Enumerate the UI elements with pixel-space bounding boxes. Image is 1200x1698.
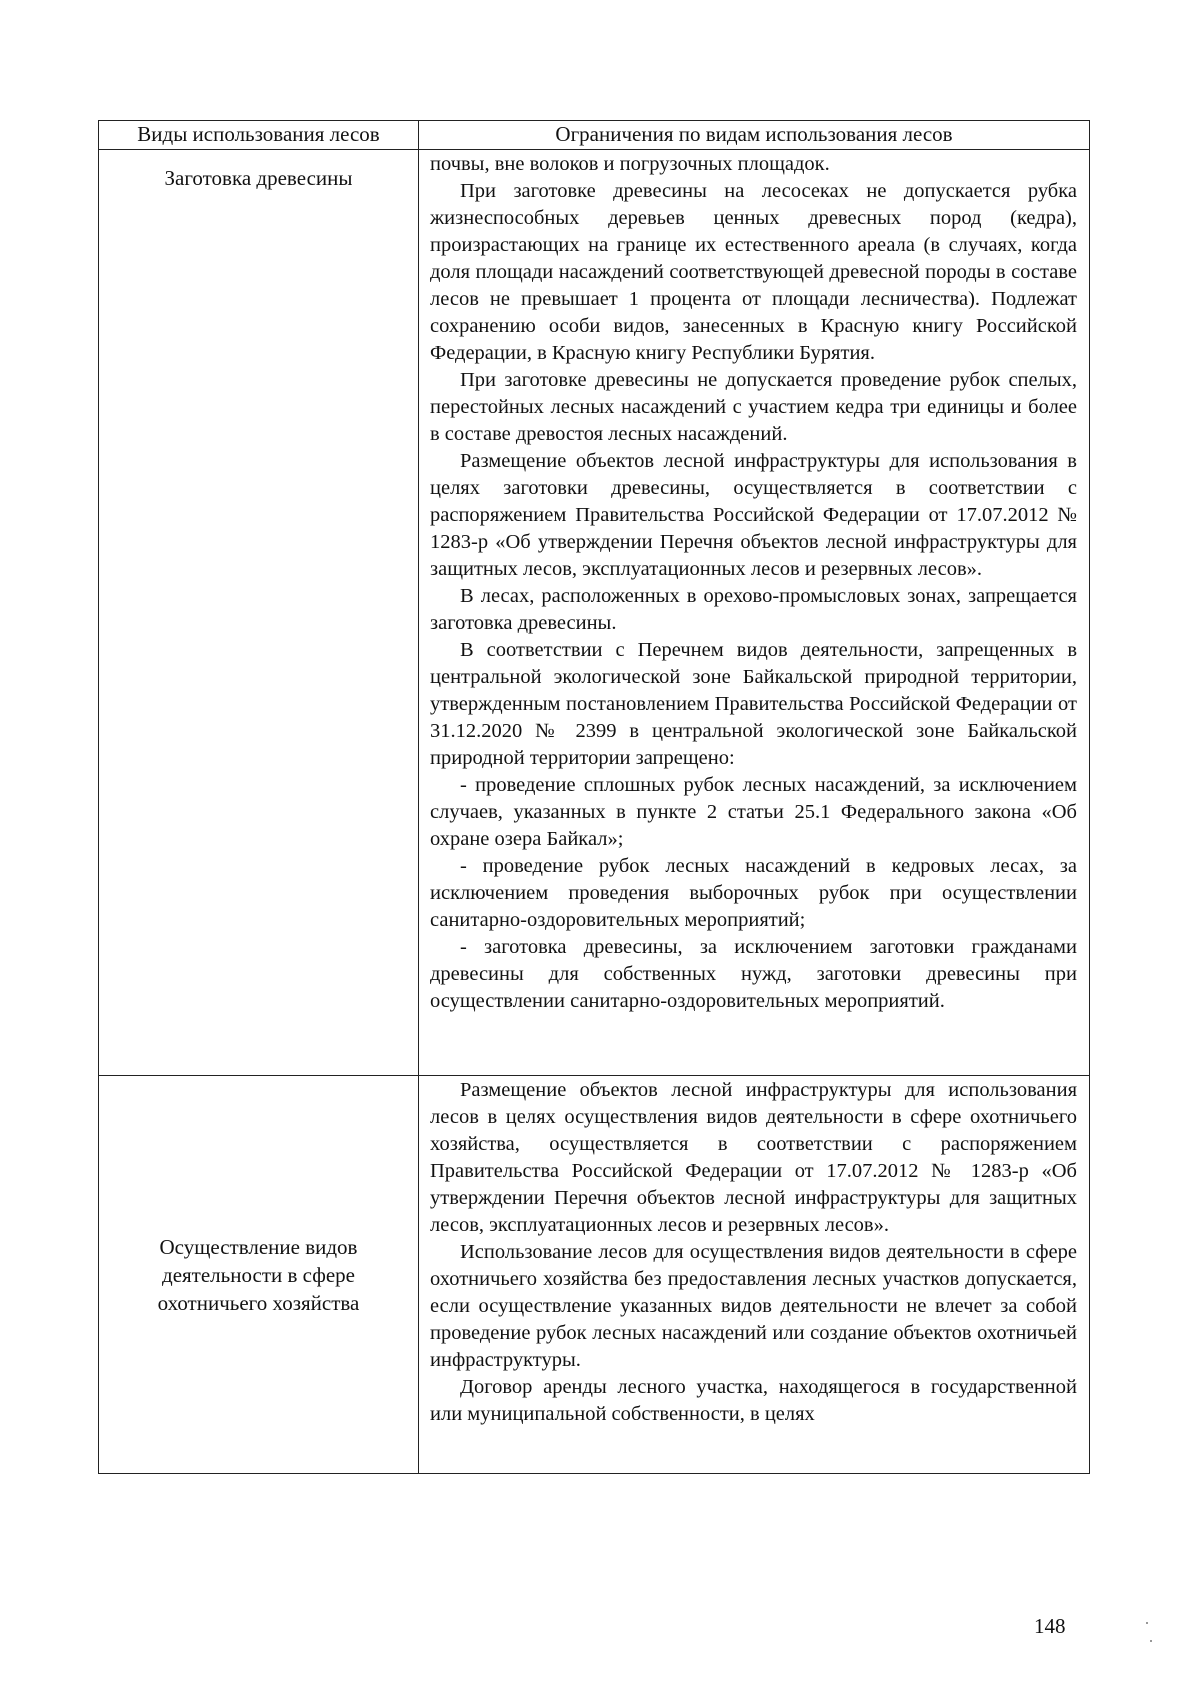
use-type-label-line: охотничьего хозяйства: [157, 1290, 360, 1315]
restriction-paragraph: В лесах, расположенных в орехово-промысловых зонах, запрещается заготовка древесины.: [430, 585, 1077, 634]
table-header: [99, 121, 1090, 150]
restriction-list-item: - проведение сплошных рубок лесных насаждений, за исключением случаев, указанных в пункте 2 статьи 25.1 Федерального закона «Об охране озера Байкал»;: [430, 774, 1077, 850]
restriction-paragraph: Договор аренды лесного участка, находящегося в государственной или муниципальной собственности, в целях: [430, 1376, 1077, 1425]
restriction-list-item: - заготовка древесины, за исключением заготовки гражданами древесины для собственных нужд, заготовки древесины при осуществлении санитарно-оздоровительных мероприятий.: [430, 936, 1077, 1012]
scan-speck: [1150, 1640, 1152, 1642]
restriction-paragraph: Размещение объектов лесной инфраструктуры для использования лесов в целях осуществления видов деятельности в сфере охотничьего хозяйства, осуществляется в соответствии с распоряжением Правительства Российской Федерации от 17.07.2012 № 1283-р «Об утверждении Перечня объектов лесной инфраструктуры для защитных лесов, эксплуатационных лесов и резервных лесов».: [430, 1079, 1077, 1236]
restrictions-cell: [419, 150, 1090, 1076]
use-type-cell: [99, 1076, 419, 1474]
restriction-list-item: - проведение рубок лесных насаждений в кедровых лесах, за исключением проведения выборочных рубок при осуществлении санитарно-оздоровительных мероприятий;: [430, 855, 1077, 931]
use-type-label-line: деятельности в сфере: [162, 1262, 355, 1287]
use-type-cell: [99, 150, 419, 1076]
use-type-label: [99, 1233, 418, 1317]
use-type-label-line: Осуществление видов: [159, 1234, 358, 1259]
table-row: [99, 1076, 1090, 1474]
restriction-paragraph: При заготовке древесины на лесосеках не допускается рубка жизнеспособных деревьев ценных древесных пород (кедра), произрастающих на границе их естественного ареала (в случаях, когда доля площади насаждений соответствующей древесной породы в составе лесов не превышает 1 процента от площади лесничества). Подлежат сохранению особи видов, занесенных в Красную книгу Российской Федерации, в Красную книгу Республики Бурятия.: [430, 180, 1077, 364]
restriction-paragraph: При заготовке древесины не допускается проведение рубок спелых, перестойных лесных насаждений с участием кедра три единицы и более в составе древостоя лесных насаждений.: [430, 369, 1077, 445]
page-number: 148: [1034, 1614, 1066, 1638]
table-row: [99, 150, 1090, 1076]
scan-speck: [1146, 1622, 1148, 1624]
restrictions-table: [98, 120, 1090, 1474]
column-header-restrictions: Ограничения по видам использования лесов: [419, 121, 1090, 150]
use-type-label: Заготовка древесины: [164, 166, 353, 190]
restriction-paragraph: почвы, вне волоков и погрузочных площадок.: [430, 153, 830, 175]
restriction-paragraph: Размещение объектов лесной инфраструктуры для использования в целях заготовки древесины, осуществляется в соответствии с распоряжением Правительства Российской Федерации от 17.07.2012 № 1283-р «Об утверждении Перечня объектов лесной инфраструктуры для защитных лесов, эксплуатационных лесов и резервных лесов».: [430, 450, 1077, 580]
restriction-paragraph: В соответствии с Перечнем видов деятельности, запрещенных в центральной экологической зоне Байкальской природной территории, утвержденным постановлением Правительства Российской Федерации от 31.12.2020 № 2399 в центральной экологической зоне Байкальской природной территории запрещено:: [430, 639, 1077, 769]
restrictions-cell: [419, 1076, 1090, 1474]
column-header-use-types: Виды использования лесов: [99, 121, 419, 150]
restriction-paragraph: Использование лесов для осуществления видов деятельности в сфере охотничьего хозяйства без предоставления лесных участков допускается, если осуществление указанных видов деятельности не влечет за собой проведение рубок лесных насаждений или создание объектов охотничьей инфраструктуры.: [430, 1241, 1077, 1371]
